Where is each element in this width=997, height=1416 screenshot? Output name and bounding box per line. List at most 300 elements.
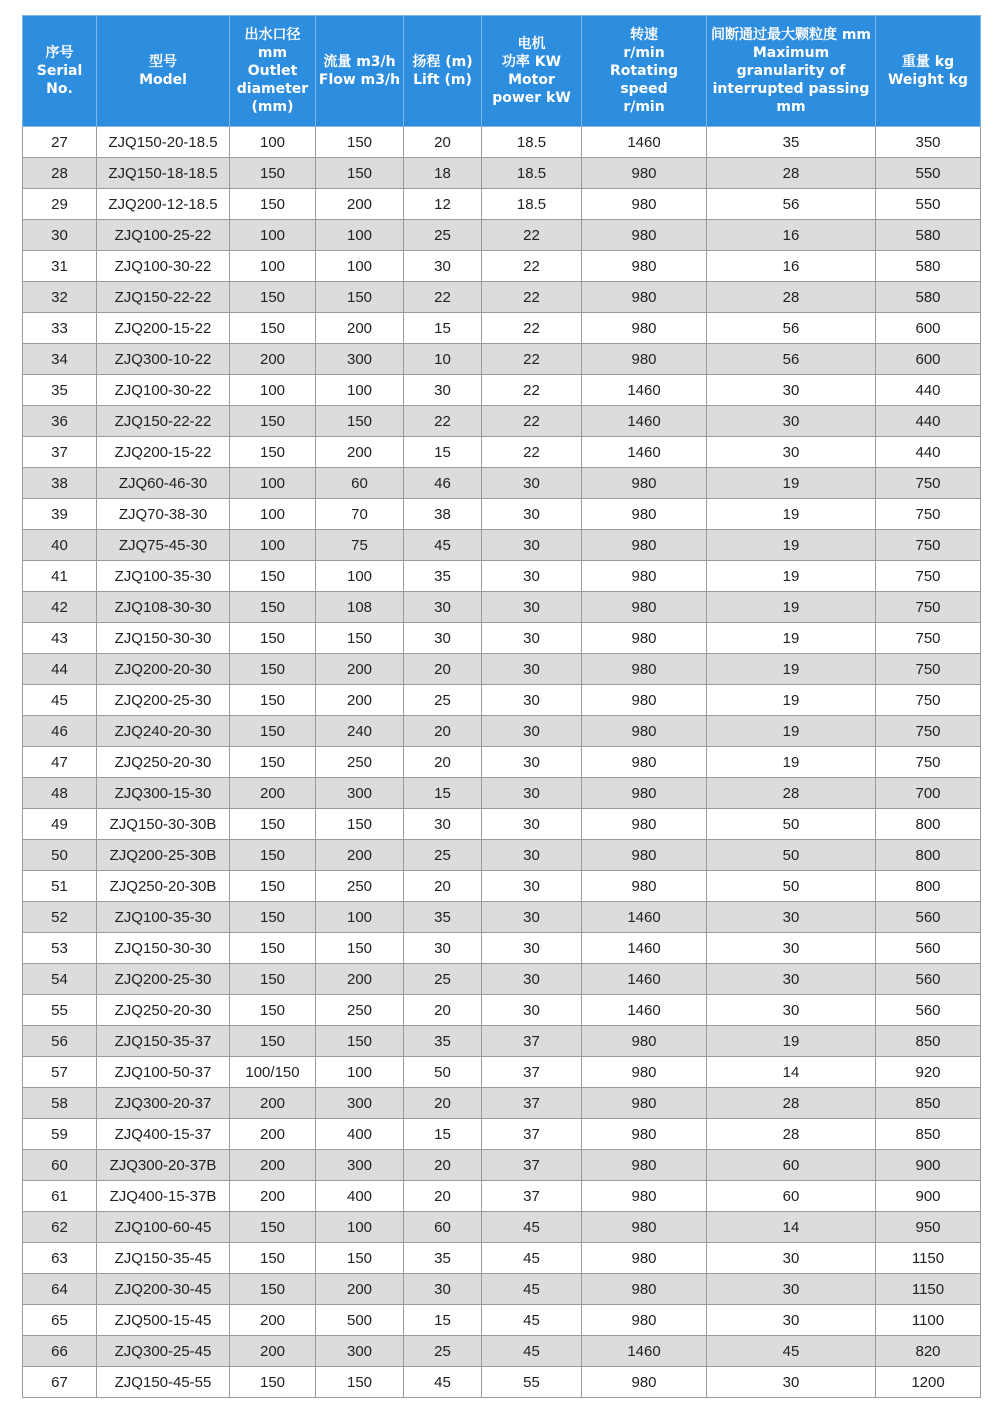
lift-cell: 35 [404, 561, 482, 592]
motor-power-cell: 45 [482, 1212, 582, 1243]
lift-cell: 25 [404, 220, 482, 251]
serial-no-header [23, 16, 97, 127]
motor-power-cell: 30 [482, 747, 582, 778]
flow-cell: 300 [316, 344, 404, 375]
lift-cell: 46 [404, 468, 482, 499]
lift-cell: 35 [404, 1026, 482, 1057]
motor-power-cell: 22 [482, 313, 582, 344]
model-cell: ZJQ200-25-30B [97, 840, 230, 871]
lift-cell: 25 [404, 964, 482, 995]
table-row [23, 1367, 981, 1398]
weight-cell: 600 [876, 344, 981, 375]
weight-cell: 800 [876, 871, 981, 902]
table-row [23, 685, 981, 716]
weight-cell: 750 [876, 592, 981, 623]
rotating-speed-cell: 980 [582, 778, 707, 809]
weight-cell: 580 [876, 282, 981, 313]
serial-no-cell: 53 [23, 933, 97, 964]
rotating-speed-header [582, 16, 707, 127]
rotating-speed-cell: 980 [582, 251, 707, 282]
max-granularity-cell: 30 [707, 902, 876, 933]
motor-power-cell: 37 [482, 1026, 582, 1057]
lift-cell: 20 [404, 654, 482, 685]
rotating-speed-cell: 980 [582, 840, 707, 871]
flow-cell: 250 [316, 871, 404, 902]
serial-no-cell: 60 [23, 1150, 97, 1181]
max-granularity-cell: 19 [707, 623, 876, 654]
rotating-speed-cell: 980 [582, 1243, 707, 1274]
serial-no-cell: 38 [23, 468, 97, 499]
flow-cell: 150 [316, 1026, 404, 1057]
flow-header [316, 16, 404, 127]
max-granularity-cell: 30 [707, 375, 876, 406]
flow-cell: 100 [316, 561, 404, 592]
table-row [23, 747, 981, 778]
motor-power-cell: 30 [482, 716, 582, 747]
max-granularity-cell: 30 [707, 1274, 876, 1305]
weight-cell: 440 [876, 406, 981, 437]
outlet-diameter-cell: 200 [230, 1336, 316, 1367]
spec-table-container [22, 15, 980, 1398]
max-granularity-cell: 30 [707, 1243, 876, 1274]
outlet-diameter-cell: 100 [230, 499, 316, 530]
outlet-diameter-cell: 150 [230, 623, 316, 654]
model-cell: ZJQ400-15-37B [97, 1181, 230, 1212]
model-cell: ZJQ200-15-22 [97, 437, 230, 468]
outlet-diameter-cell: 100 [230, 375, 316, 406]
rotating-speed-cell: 980 [582, 468, 707, 499]
outlet-diameter-cell: 200 [230, 344, 316, 375]
flow-cell: 100 [316, 1057, 404, 1088]
model-cell: ZJQ300-25-45 [97, 1336, 230, 1367]
lift-cell: 20 [404, 747, 482, 778]
max-granularity-cell: 19 [707, 592, 876, 623]
serial-no-cell: 35 [23, 375, 97, 406]
motor-power-cell: 37 [482, 1119, 582, 1150]
rotating-speed-cell: 980 [582, 1212, 707, 1243]
serial-no-cell: 62 [23, 1212, 97, 1243]
lift-cell: 18 [404, 158, 482, 189]
weight-cell: 1150 [876, 1243, 981, 1274]
header-line: granularity of [736, 63, 846, 79]
rotating-speed-cell: 980 [582, 344, 707, 375]
rotating-speed-cell: 980 [582, 220, 707, 251]
header-line: Flow m3/h [318, 72, 401, 88]
weight-cell: 750 [876, 499, 981, 530]
model-cell: ZJQ150-30-30 [97, 623, 230, 654]
model-cell: ZJQ300-20-37B [97, 1150, 230, 1181]
weight-cell: 750 [876, 654, 981, 685]
rotating-speed-cell: 980 [582, 716, 707, 747]
max-granularity-cell: 19 [707, 747, 876, 778]
rotating-speed-cell: 980 [582, 1057, 707, 1088]
model-cell: ZJQ100-35-30 [97, 902, 230, 933]
model-cell: ZJQ100-35-30 [97, 561, 230, 592]
serial-no-cell: 47 [23, 747, 97, 778]
outlet-diameter-cell: 200 [230, 1119, 316, 1150]
outlet-diameter-cell: 150 [230, 282, 316, 313]
outlet-diameter-cell: 150 [230, 685, 316, 716]
lift-header [404, 16, 482, 127]
motor-power-cell: 22 [482, 406, 582, 437]
flow-cell: 70 [316, 499, 404, 530]
rotating-speed-cell: 980 [582, 1367, 707, 1398]
model-cell: ZJQ75-45-30 [97, 530, 230, 561]
lift-cell: 30 [404, 809, 482, 840]
lift-cell: 22 [404, 406, 482, 437]
max-granularity-cell: 60 [707, 1181, 876, 1212]
table-row [23, 1305, 981, 1336]
outlet-diameter-cell: 100 [230, 251, 316, 282]
flow-cell: 200 [316, 840, 404, 871]
model-cell: ZJQ150-30-30B [97, 809, 230, 840]
model-cell: ZJQ500-15-45 [97, 1305, 230, 1336]
rotating-speed-cell: 980 [582, 1150, 707, 1181]
weight-cell: 600 [876, 313, 981, 344]
motor-power-cell: 45 [482, 1243, 582, 1274]
outlet-diameter-cell: 150 [230, 1243, 316, 1274]
table-row [23, 468, 981, 499]
motor-power-cell: 30 [482, 871, 582, 902]
outlet-diameter-cell: 200 [230, 778, 316, 809]
max-granularity-cell: 19 [707, 685, 876, 716]
header-line: (mm) [251, 99, 294, 115]
rotating-speed-cell: 980 [582, 1026, 707, 1057]
table-row [23, 902, 981, 933]
model-cell: ZJQ60-46-30 [97, 468, 230, 499]
model-cell: ZJQ250-20-30B [97, 871, 230, 902]
rotating-speed-cell: 980 [582, 313, 707, 344]
lift-cell: 20 [404, 871, 482, 902]
serial-no-cell: 61 [23, 1181, 97, 1212]
table-row [23, 1150, 981, 1181]
flow-cell: 200 [316, 685, 404, 716]
lift-cell: 30 [404, 623, 482, 654]
header-line: No. [46, 81, 73, 97]
weight-cell: 900 [876, 1181, 981, 1212]
max-granularity-cell: 35 [707, 127, 876, 158]
flow-cell: 300 [316, 778, 404, 809]
serial-no-cell: 29 [23, 189, 97, 220]
rotating-speed-cell: 980 [582, 1181, 707, 1212]
outlet-diameter-cell: 100 [230, 127, 316, 158]
motor-power-cell: 18.5 [482, 127, 582, 158]
outlet-diameter-cell: 150 [230, 313, 316, 344]
table-row [23, 995, 981, 1026]
table-row [23, 1243, 981, 1274]
flow-cell: 150 [316, 933, 404, 964]
header-line: mm [776, 99, 806, 115]
header-line: r/min [623, 99, 665, 115]
outlet-diameter-cell: 150 [230, 1367, 316, 1398]
table-row [23, 437, 981, 468]
flow-cell: 300 [316, 1150, 404, 1181]
model-cell: ZJQ150-22-22 [97, 406, 230, 437]
header-line: Lift (m) [413, 72, 472, 88]
max-granularity-cell: 16 [707, 220, 876, 251]
table-row [23, 1181, 981, 1212]
table-row [23, 127, 981, 158]
table-row [23, 1274, 981, 1305]
model-cell: ZJQ150-22-22 [97, 282, 230, 313]
serial-no-cell: 55 [23, 995, 97, 1026]
max-granularity-header [707, 16, 876, 127]
weight-cell: 580 [876, 251, 981, 282]
flow-cell: 150 [316, 1243, 404, 1274]
header-line: Serial [36, 63, 83, 79]
weight-cell: 350 [876, 127, 981, 158]
weight-cell: 820 [876, 1336, 981, 1367]
flow-cell: 200 [316, 964, 404, 995]
motor-power-cell: 30 [482, 561, 582, 592]
lift-cell: 20 [404, 995, 482, 1026]
flow-cell: 108 [316, 592, 404, 623]
header-line: 间断通过最大颗粒度 mm [710, 27, 872, 43]
table-row [23, 623, 981, 654]
rotating-speed-cell: 1460 [582, 1336, 707, 1367]
weight-cell: 750 [876, 685, 981, 716]
motor-power-cell: 30 [482, 778, 582, 809]
weight-cell: 550 [876, 189, 981, 220]
lift-cell: 50 [404, 1057, 482, 1088]
serial-no-cell: 67 [23, 1367, 97, 1398]
model-cell: ZJQ200-25-30 [97, 685, 230, 716]
flow-cell: 60 [316, 468, 404, 499]
max-granularity-cell: 30 [707, 964, 876, 995]
weight-cell: 750 [876, 561, 981, 592]
serial-no-cell: 34 [23, 344, 97, 375]
max-granularity-cell: 28 [707, 778, 876, 809]
table-row [23, 561, 981, 592]
header-line: mm [257, 45, 288, 61]
lift-cell: 25 [404, 685, 482, 716]
outlet-diameter-cell: 100 [230, 468, 316, 499]
lift-cell: 15 [404, 1305, 482, 1336]
serial-no-cell: 66 [23, 1336, 97, 1367]
motor-power-cell: 55 [482, 1367, 582, 1398]
outlet-diameter-cell: 200 [230, 1181, 316, 1212]
model-cell: ZJQ250-20-30 [97, 747, 230, 778]
table-row [23, 933, 981, 964]
outlet-diameter-cell: 150 [230, 995, 316, 1026]
table-row [23, 1088, 981, 1119]
flow-cell: 150 [316, 1367, 404, 1398]
model-cell: ZJQ100-25-22 [97, 220, 230, 251]
motor-power-cell: 22 [482, 282, 582, 313]
serial-no-cell: 37 [23, 437, 97, 468]
table-row [23, 220, 981, 251]
rotating-speed-cell: 980 [582, 158, 707, 189]
motor-power-cell: 37 [482, 1150, 582, 1181]
lift-cell: 45 [404, 530, 482, 561]
motor-power-cell: 30 [482, 809, 582, 840]
lift-cell: 38 [404, 499, 482, 530]
model-cell: ZJQ200-20-30 [97, 654, 230, 685]
max-granularity-cell: 19 [707, 561, 876, 592]
model-cell: ZJQ300-10-22 [97, 344, 230, 375]
lift-cell: 20 [404, 716, 482, 747]
max-granularity-cell: 28 [707, 282, 876, 313]
max-granularity-cell: 30 [707, 933, 876, 964]
serial-no-cell: 63 [23, 1243, 97, 1274]
weight-cell: 440 [876, 437, 981, 468]
weight-cell: 750 [876, 530, 981, 561]
outlet-diameter-cell: 150 [230, 902, 316, 933]
serial-no-cell: 50 [23, 840, 97, 871]
weight-cell: 560 [876, 933, 981, 964]
lift-cell: 20 [404, 1150, 482, 1181]
lift-cell: 25 [404, 1336, 482, 1367]
table-body [23, 127, 981, 1398]
table-row [23, 189, 981, 220]
model-cell: ZJQ300-15-30 [97, 778, 230, 809]
rotating-speed-cell: 980 [582, 189, 707, 220]
rotating-speed-cell: 1460 [582, 375, 707, 406]
weight-cell: 580 [876, 220, 981, 251]
outlet-diameter-cell: 150 [230, 189, 316, 220]
max-granularity-cell: 56 [707, 189, 876, 220]
flow-cell: 200 [316, 1274, 404, 1305]
lift-cell: 15 [404, 1119, 482, 1150]
serial-no-cell: 58 [23, 1088, 97, 1119]
motor-power-cell: 30 [482, 592, 582, 623]
weight-cell: 850 [876, 1026, 981, 1057]
serial-no-cell: 46 [23, 716, 97, 747]
max-granularity-cell: 19 [707, 716, 876, 747]
serial-no-cell: 54 [23, 964, 97, 995]
motor-power-cell: 30 [482, 964, 582, 995]
model-cell: ZJQ100-50-37 [97, 1057, 230, 1088]
serial-no-cell: 45 [23, 685, 97, 716]
model-cell: ZJQ70-38-30 [97, 499, 230, 530]
max-granularity-cell: 14 [707, 1212, 876, 1243]
motor-power-cell: 30 [482, 654, 582, 685]
weight-cell: 440 [876, 375, 981, 406]
lift-cell: 15 [404, 778, 482, 809]
flow-cell: 100 [316, 1212, 404, 1243]
rotating-speed-cell: 1460 [582, 437, 707, 468]
weight-cell: 550 [876, 158, 981, 189]
motor-power-cell: 30 [482, 685, 582, 716]
motor-power-cell: 30 [482, 840, 582, 871]
weight-cell: 750 [876, 716, 981, 747]
table-row [23, 313, 981, 344]
motor-power-cell: 22 [482, 375, 582, 406]
outlet-diameter-header [230, 16, 316, 127]
flow-cell: 300 [316, 1088, 404, 1119]
outlet-diameter-cell: 150 [230, 964, 316, 995]
serial-no-cell: 49 [23, 809, 97, 840]
motor-power-cell: 37 [482, 1181, 582, 1212]
motor-power-cell: 30 [482, 933, 582, 964]
flow-cell: 100 [316, 220, 404, 251]
rotating-speed-cell: 980 [582, 1088, 707, 1119]
outlet-diameter-cell: 150 [230, 809, 316, 840]
table-row [23, 530, 981, 561]
header-line: 序号 [45, 45, 74, 61]
rotating-speed-cell: 980 [582, 1305, 707, 1336]
model-cell: ZJQ100-30-22 [97, 375, 230, 406]
weight-cell: 750 [876, 468, 981, 499]
outlet-diameter-cell: 150 [230, 158, 316, 189]
model-cell: ZJQ150-20-18.5 [97, 127, 230, 158]
serial-no-cell: 42 [23, 592, 97, 623]
weight-cell: 560 [876, 995, 981, 1026]
motor-power-cell: 18.5 [482, 158, 582, 189]
max-granularity-cell: 16 [707, 251, 876, 282]
table-row [23, 1336, 981, 1367]
motor-power-cell: 30 [482, 468, 582, 499]
serial-no-cell: 65 [23, 1305, 97, 1336]
weight-cell: 950 [876, 1212, 981, 1243]
header-line: 扬程 (m) [412, 54, 473, 70]
serial-no-cell: 41 [23, 561, 97, 592]
lift-cell: 10 [404, 344, 482, 375]
serial-no-cell: 44 [23, 654, 97, 685]
outlet-diameter-cell: 150 [230, 654, 316, 685]
weight-cell: 850 [876, 1119, 981, 1150]
max-granularity-cell: 30 [707, 1367, 876, 1398]
header-line: r/min [623, 45, 665, 61]
table-row [23, 809, 981, 840]
rotating-speed-cell: 980 [582, 809, 707, 840]
weight-cell: 750 [876, 623, 981, 654]
rotating-speed-cell: 980 [582, 654, 707, 685]
flow-cell: 100 [316, 375, 404, 406]
model-cell: ZJQ100-60-45 [97, 1212, 230, 1243]
header-line: Weight kg [887, 72, 969, 88]
weight-cell: 560 [876, 964, 981, 995]
serial-no-cell: 39 [23, 499, 97, 530]
serial-no-cell: 57 [23, 1057, 97, 1088]
table-row [23, 251, 981, 282]
table-row [23, 1212, 981, 1243]
serial-no-cell: 28 [23, 158, 97, 189]
rotating-speed-cell: 1460 [582, 964, 707, 995]
model-cell: ZJQ250-20-30 [97, 995, 230, 1026]
table-row [23, 344, 981, 375]
motor-power-cell: 18.5 [482, 189, 582, 220]
max-granularity-cell: 30 [707, 995, 876, 1026]
rotating-speed-cell: 980 [582, 1274, 707, 1305]
motor-power-cell: 30 [482, 530, 582, 561]
max-granularity-cell: 45 [707, 1336, 876, 1367]
rotating-speed-cell: 980 [582, 1119, 707, 1150]
lift-cell: 30 [404, 251, 482, 282]
model-cell: ZJQ200-15-22 [97, 313, 230, 344]
rotating-speed-cell: 1460 [582, 902, 707, 933]
flow-cell: 250 [316, 995, 404, 1026]
rotating-speed-cell: 1460 [582, 406, 707, 437]
weight-cell: 900 [876, 1150, 981, 1181]
table-row [23, 158, 981, 189]
outlet-diameter-cell: 150 [230, 437, 316, 468]
pump-spec-table [22, 15, 981, 1398]
max-granularity-cell: 19 [707, 468, 876, 499]
motor-power-cell: 22 [482, 220, 582, 251]
weight-cell: 800 [876, 840, 981, 871]
model-cell: ZJQ150-30-30 [97, 933, 230, 964]
weight-cell: 800 [876, 809, 981, 840]
weight-cell: 1100 [876, 1305, 981, 1336]
max-granularity-cell: 30 [707, 1305, 876, 1336]
header-line: Maximum [752, 45, 830, 61]
rotating-speed-cell: 1460 [582, 933, 707, 964]
max-granularity-cell: 19 [707, 530, 876, 561]
header-line: 流量 m3/h [323, 54, 396, 70]
lift-cell: 12 [404, 189, 482, 220]
model-header [97, 16, 230, 127]
